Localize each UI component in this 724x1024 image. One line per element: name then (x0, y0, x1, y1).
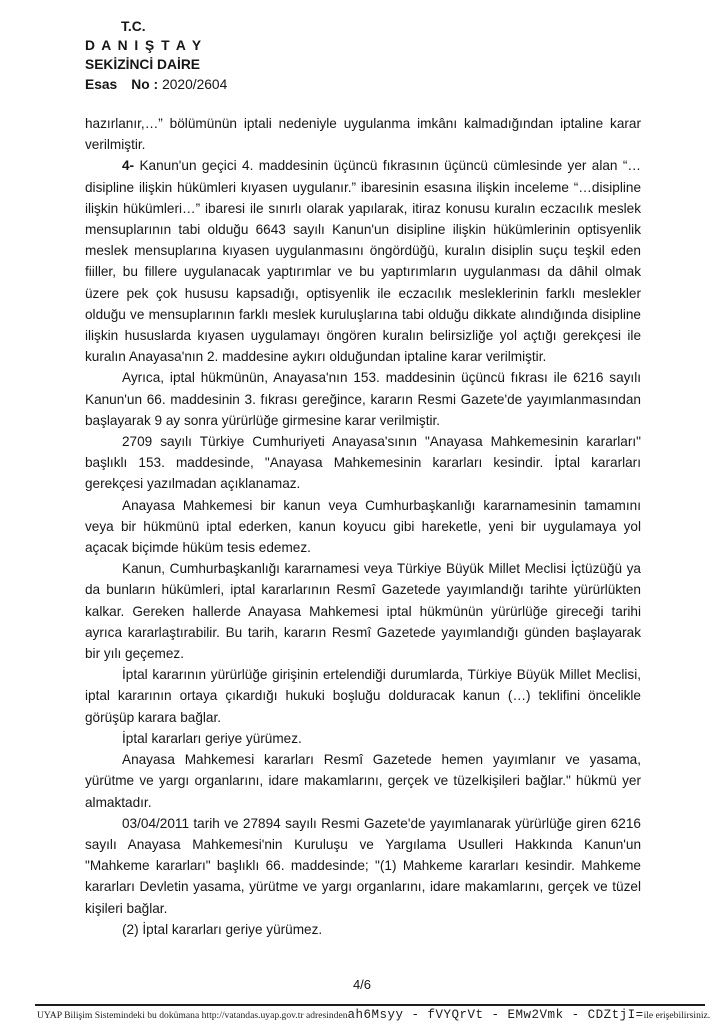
uyap-footer-prefix: UYAP Bilişim Sistemindeki bu dokümana http://vatandas.uyap.gov.tr adresinden (37, 1010, 348, 1021)
footer-divider (35, 1004, 705, 1006)
header-state: T.C. (121, 19, 146, 34)
paragraph: hazırlanır,…” bölümünün iptali nedeniyle uygulanma imkânı kalmadığından iptaline karar verilmiştir. (85, 116, 641, 153)
paragraph: İptal kararının yürürlüğe girişinin ertelendiği durumlarda, Türkiye Büyük Millet Meclisi, iptal kararının ortaya çıkardığı hukuki boşluğu dolduracak kanun (…) teklifini öncelikle görüşüp karara bağlar. (85, 667, 641, 725)
paragraph: (2) İptal kararları geriye yürümez. (122, 921, 323, 937)
case-number-value: 2020/2604 (162, 76, 228, 92)
document-body (85, 113, 641, 940)
case-number-label: Esas (85, 76, 118, 92)
paragraph: Anayasa Mahkemesi bir kanun veya Cumhurbaşkanlığı kararnamesinin tamamını veya bir hükmünü iptal ederken, kanun koyucu gibi hareketle, yeni bir uygulamaya yol açacak biçimde hüküm tesis edemez. (85, 497, 641, 556)
paragraph: Anayasa Mahkemesi kararları Resmî Gazetede hemen yayımlanır ve yasama, yürütme ve yargı organlarını, idare makamlarını, gerçek ve tüzelkişileri bağlar." hükmü yer almaktadır. (85, 752, 641, 810)
uyap-verification-code: ah6Msyy - fVYQrVt - EMw2Vmk - CDZtjI= (347, 1008, 644, 1022)
header-court-name: D A N I Ş T A Y (85, 38, 203, 54)
paragraph: 2709 sayılı Türkiye Cumhuriyeti Anayasa'sının "Anayasa Mahkemesinin kararları" başlıklı 153. maddesinde, "Anayasa Mahkemesinin kararları kesindir. İptal kararları gerekçesi yazılmadan açıklanamaz. (85, 434, 641, 492)
paragraph: İptal kararları geriye yürümez. (122, 730, 302, 746)
document-header (85, 17, 227, 94)
header-chamber-name: SEKİZİNCİ DAİRE (85, 57, 200, 73)
uyap-footer (37, 1008, 711, 1022)
paragraph-number: 4- (122, 158, 135, 174)
case-number-line (85, 75, 227, 94)
paragraph: Ayrıca, iptal hükmünün, Anayasa'nın 153. maddesinin üçüncü fıkrası ile 6216 sayılı Kanun'un 66. maddesinin 3. fıkrası gereğince, kararın Resmi Gazete'de yayımlanmasından başlayarak 9 ay sonra yürürlüğe girmesine karar verilmiştir. (85, 370, 641, 428)
paragraph: Kanun, Cumhurbaşkanlığı kararnamesi veya Türkiye Büyük Millet Meclisi İçtüzüğü ya da bunların hükümleri, iptal kararlarının Resmî Gazetede yayımlandığı tarihte yürürlükten kalkar. Gereken hallerde Anayasa Mahkemesi iptal hükmünün yürürlüğe gireceği tarihi ayrıca kararlaştırabilir. Bu tarih, kararın Resmî Gazetede yayımlandığı günden başlayarak bir yılı geçemez. (85, 561, 641, 662)
uyap-footer-suffix: ile erişebilirsiniz. (643, 1010, 711, 1021)
case-no-label: No : (131, 76, 159, 92)
paragraph: 4- Kanun'un geçici 4. maddesinin üçüncü fıkrasının üçüncü cümlesinde yer alan “…disipline ilişkin hükümleri kıyasen uygulanır.” ibaresinin esasına ilişkin inceleme “…disipline ilişkin hükümleri…” ibaresi ile sınırlı olarak yapılarak, itiraz konusu kuralın eczacılık meslek mensuplarının tabi olduğu 6643 sayılı Kanun'un disipline ilişkin hükümlerinin optisyenlik meslek mensuplarına kıyasen uygulanmasını öngördüğü, kuralın disiplin suçu teşkil eden fiiller, bu fillere uygulanacak yaptırımlar ve bu yaptırımların uygulanması da dâhil olmak üzere pek çok hususu kapsadığı, optisyenlik ile eczacılık mesleklerinin farklı meslekler olduğu ve mensuplarının farklı meslek kuruluşlarına tabi olduğu dikkate alındığında disipline ilişkin hususlarda kıyasen uygulamayı öngören kuralın belirsizliğe yol açtığı gerekçesi ile kuralın Anayasa'nın 2. maddesine aykırı olduğundan iptaline karar verilmiştir. (85, 158, 641, 365)
paragraph: 03/04/2011 tarih ve 27894 sayılı Resmi Gazete'de yayımlanarak yürürlüğe giren 6216 sayılı Anayasa Mahkemesi'nin Kuruluşu ve Yargılama Usulleri Hakkında Kanun'un "Mahkeme kararları" başlıklı 66. maddesinde; "(1) Mahkeme kararları kesindir. Mahkeme kararları Devletin yasama, yürütme ve yargı organlarını, idare makamlarını, gerçek ve tüzel kişileri bağlar. (85, 815, 641, 916)
page-number: 4/6 (352, 977, 372, 992)
